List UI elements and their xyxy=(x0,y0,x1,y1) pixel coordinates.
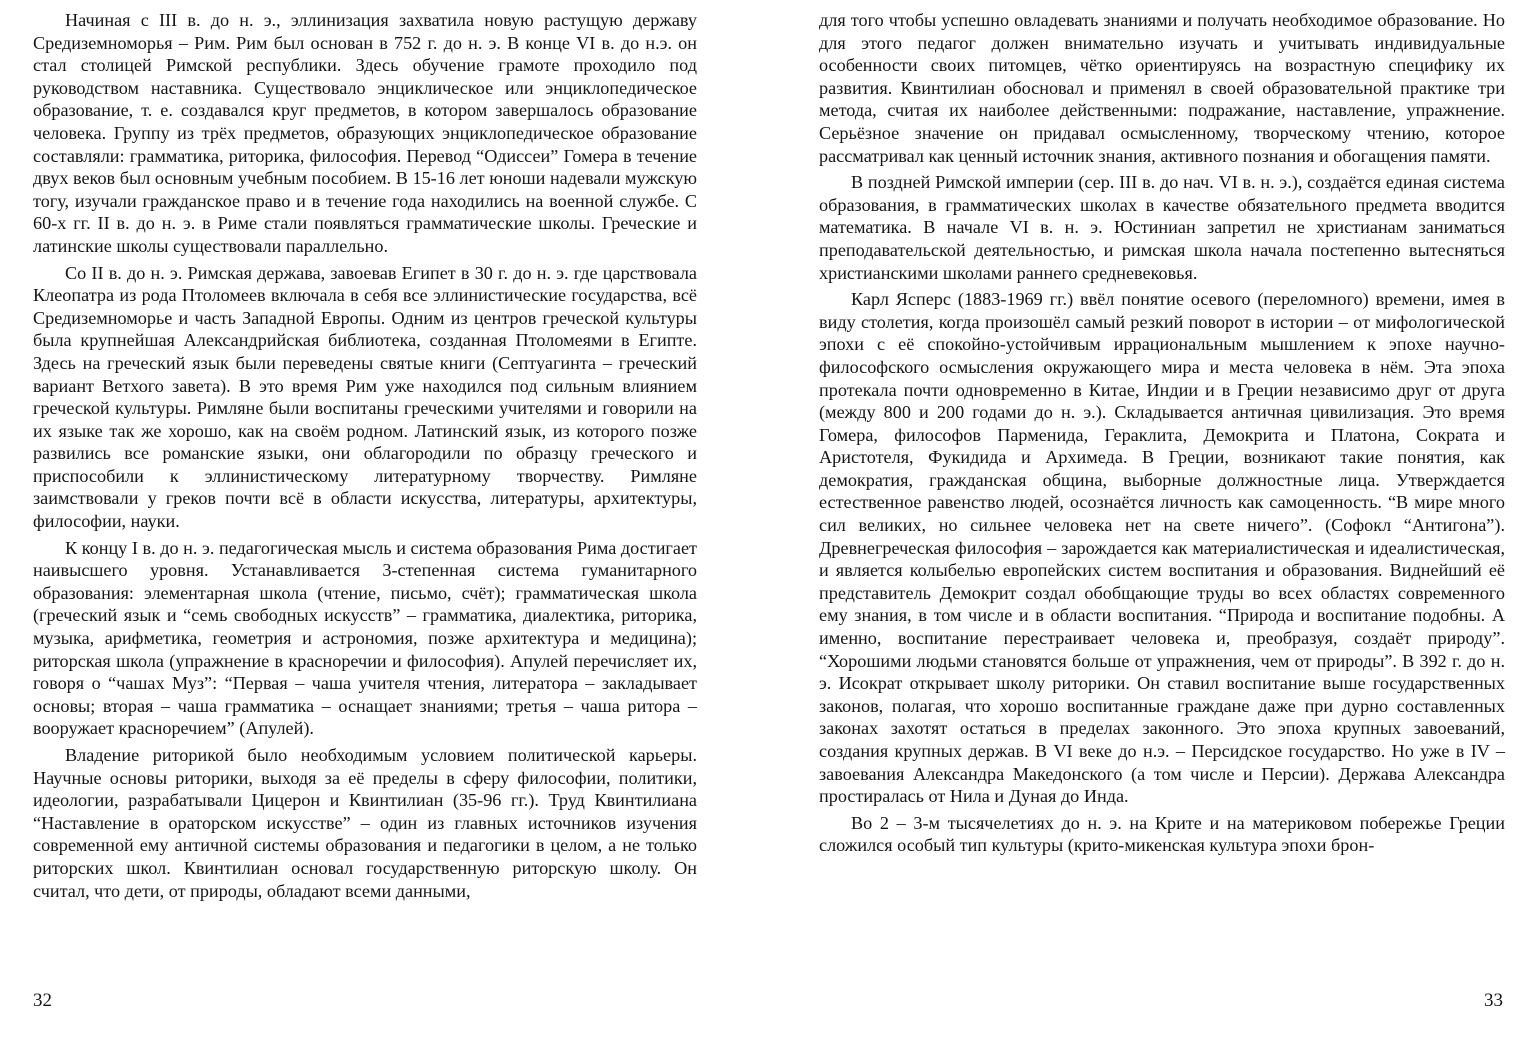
paragraph: Начиная с III в. до н. э., эллинизация захватила новую растущую державу Средиземноморья – Рим. Рим был основан в 752 г. до н. э. В конце VI в. до н.э. он стал столицей Римской республики. Здесь обучение грамоте проходило под руководством наставника. Существовало энциклическое или энциклопедическое образование, т. е. создавался круг предметов, в котором завершалось образование человека. Группу из трёх предметов, образующих энциклопедическое образование составляли: грамматика, риторика, философия. Перевод “Одиссеи” Гомера в течение двух веков был основным учебным пособием. В 15-16 лет юноши надевали мужскую тогу, изучали гражданское право и в течение года находились на военной службе. С 60-х гг. II в. до н. э. в Риме стали появляться грамматические школы. Греческие и латинские школы существовали параллельно. xyxy=(33,10,697,256)
paragraph: Во 2 – 3-м тысячелетиях до н. э. на Крите и на материковом побережье Греции сложился особый тип культуры (крито-микенская культура эпохи брон- xyxy=(819,812,1505,856)
paragraph: К концу I в. до н. э. педагогическая мысль и система образования Рима достигает наивысшего уровня. Устанавливается 3-степенная система гуманитарного образования: элементарная школа (чтение, письмо, счёт); грамматическая школа (греческий язык и “семь свободных искусств” – грамматика, диалектика, риторика, музыка, арифметика, геометрия и астрономия, позже архитектура и медицина); риторская школа (упражнение в красноречии и философия). Апулей перечисляет их, говоря о “чашах Муз”: “Первая – чаша учителя чтения, литератора – закладывает основы; вторая – чаша грамматика – оснащает знаниями; третья – чаша ритора – вооружает красноречием” (Апулей). xyxy=(33,537,697,739)
paragraph: для того чтобы успешно овладевать знаниями и получать необходимое образование. Но для этого педагог должен внимательно изучать и учитывать индивидуальные особенности своих питомцев, чётко ориентируясь на возрастную специфику их развития. Квинтилиан обосновал и применял в своей образовательной практике три метода, считая их наиболее действенными: подражание, наставление, упражнение. Серьёзное значение он придавал осмысленному, творческому чтению, которое рассматривал как ценный источник знания, активного познания и обогащения памяти. xyxy=(819,10,1505,166)
paragraph: Владение риторикой было необходимым условием политической карьеры. Научные основы риторики, выходя за её пределы в сферу философии, политики, идеологии, разрабатывали Цицерон и Квинтилиан (35-96 гг.). Труд Квинтилиана “Наставление в ораторском искусстве” – один из главных источников изучения современной ему античной системы образования и педагогики в целом, а не только риторских школ. Квинтилиан основал государственную риторскую школу. Он считал, что дети, от природы, обладают всеми данными, xyxy=(33,745,697,901)
page-number-right: 33 xyxy=(1484,990,1503,1011)
paragraph: Карл Ясперс (1883-1969 гг.) ввёл понятие осевого (переломного) времени, имея в виду столетия, когда произошёл самый резкий поворот в истории – от мифологической эпохи с её спокойно-устойчивым иррациональным мышлением к эпохе научно-философского осмысления окружающего мира и места человека в нём. Эта эпоха протекала почти одновременно в Китае, Индии и в Греции независимо друг от друга (между 800 и 200 годами до н. э.). Складывается античная цивилизация. Это время Гомера, философов Парменида, Гераклита, Демокрита и Платона, Сократа и Аристотеля, Фукидида и Архимеда. В Греции, возникают такие понятия, как демократия, гражданская община, выборные должностные лица. Утверждается естественное равенство людей, осознаётся личность как самоценность. “В мире много сил великих, но сильнее человека нет на свете ничего”. (Софокл “Антигона”). Древнегреческая философия – зарождается как материалистическая и идеалистическая, и является колыбелью европейских систем воспитания и образования. Виднейший её представитель Демокрит создал обобщающие труды во всех областях современного ему знания, в том числе и в области воспитания. “Природа и воспитание подобны. А именно, воспитание перестраивает человека и, преобразуя, создаёт природу”. “Хорошими людьми становятся больше от упражнения, чем от природы”. В 392 г. до н. э. Исократ открывает школу риторики. Он ставил воспитание выше государственных законов, полагая, что хорошо воспитанные граждане даже при дурно составленных законах захотят остаться в пределах законного. Это эпоха крупных завоеваний, создания крупных держав. В VI веке до н.э. – Персидское государство. Но уже в IV – завоевания Александра Македонского (а том числе и Персии). Держава Александра простиралась от Нила и Дуная до Инда. xyxy=(819,289,1505,807)
page-number-left: 32 xyxy=(33,990,52,1011)
paragraph: В поздней Римской империи (сер. III в. до нач. VI в. н. э.), создаётся единая система образования, в грамматических школах в качестве обязательного предмета вводится математика. В начале VI в. н. э. Юстиниан запретил не христианам заниматься преподавательской деятельностью, и римская школа начала постепенно вытесняться христианскими школами раннего средневековья. xyxy=(819,172,1505,283)
paragraph: Со II в. до н. э. Римская держава, завоевав Египет в 30 г. до н. э. где царствовала Клеопатра из рода Птоломеев включала в себя все эллинистические государства, всё Средиземноморье и часть Западной Европы. Одним из центров греческой культуры была крупнейшая Александрийская библиотека, созданная Птоломеями в Египте. Здесь на греческий язык были переведены святые книги (Септуагинта – греческий вариант Ветхого завета). В это время Рим уже находился под сильным влиянием греческой культуры. Римляне были воспитаны греческими учителями и говорили на их языке так же хорошо, как на своём родном. Латинский язык, из которого позже развились все романские языки, они облагородили по образцу греческого и приспособили к эллинистическому литературному творчеству. Римляне заимствовали у греков почти всё в области искусства, литературы, архитектуры, философии, науки. xyxy=(33,262,697,532)
left-page xyxy=(33,0,697,902)
right-page-text xyxy=(819,0,1505,857)
left-page-text xyxy=(33,0,697,902)
right-page xyxy=(819,0,1505,857)
